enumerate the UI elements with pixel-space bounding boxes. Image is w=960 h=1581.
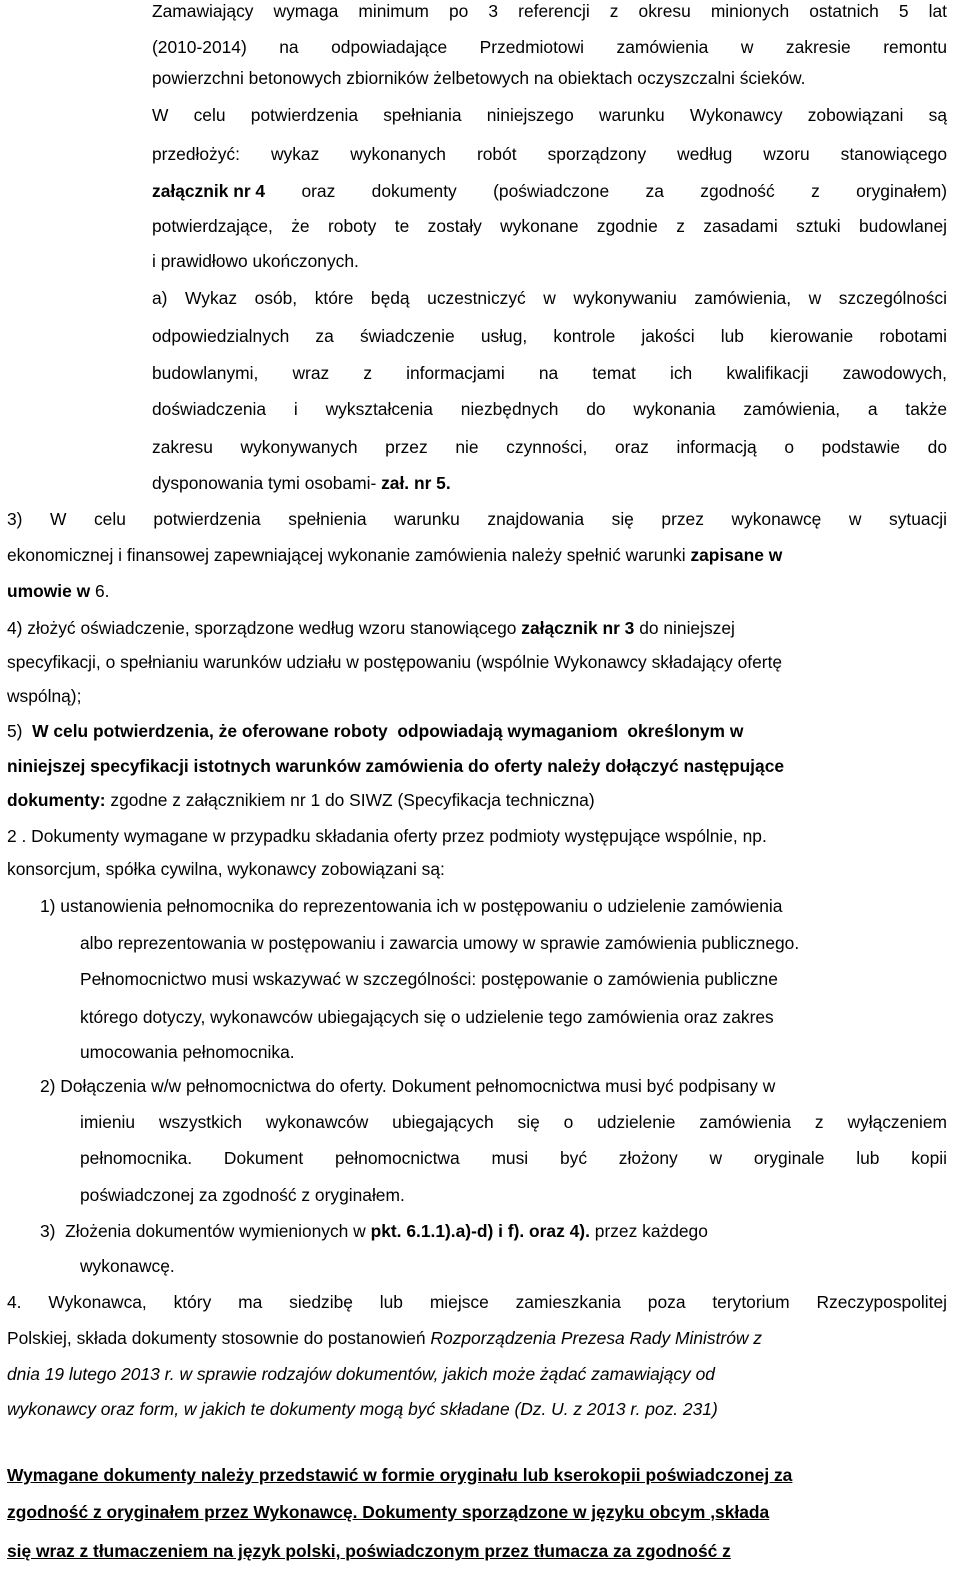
text-span: ekonomicznej i finansowej zapewniającej wykonanie zamówienia należy spełnić warunki	[7, 545, 691, 565]
italic-span: dnia 19 lutego 2013 r.	[7, 1364, 175, 1384]
text-line: specyfikacji, o spełnianiu warunków udziału w postępowaniu (wspólnie Wykonawcy składający ofertę	[7, 652, 783, 672]
text-line	[7, 789, 595, 811]
annex-ref: załącznik nr 4	[152, 181, 266, 201]
text-line: wykonawcy oraz form, w jakich te dokumenty mogą być składane (Dz. U. z 2013 r. poz. 231)	[7, 1399, 718, 1419]
text-line: którego dotyczy, wykonawców ubiegających się o udzielenie tego zamówienia oraz zakres	[80, 1007, 774, 1027]
italic-span: w sprawie rodzajów dokumentów, jakich może żądać zamawiający od	[174, 1364, 715, 1384]
bold-span: W celu potwierdzenia, że oferowane roboty odpowiadają wymaganiom określonym w	[27, 721, 744, 741]
text-line	[152, 472, 451, 494]
text-line	[7, 1363, 715, 1385]
text-line: poświadczonej za zgodność z oryginałem.	[80, 1185, 405, 1205]
text-line	[152, 180, 947, 202]
text-line: W celu potwierdzenia spełniania niniejszego warunku Wykonawcy zobowiązani są	[152, 105, 947, 125]
text-line	[7, 580, 109, 602]
text-line: imieniu wszystkich wykonawców ubiegających się o udzielenie zamówienia z wyłączeniem	[80, 1112, 947, 1132]
text-line: doświadczenia i wykształcenia niezbędnych do wykonania zamówienia, a także	[152, 399, 947, 419]
text-line: konsorcjum, spółka cywilna, wykonawcy zobowiązani są:	[7, 859, 445, 879]
text-line: odpowiedzialnych za świadczenie usług, kontrole jakości lub kierowanie robotami	[152, 326, 947, 346]
text-span: dysponowania tymi osobami-	[152, 473, 382, 493]
bold-span: dokumenty:	[7, 790, 106, 810]
text-line: 2) Dołączenia w/w pełnomocnictwa do oferty. Dokument pełnomocnictwa musi być podpisany w	[40, 1076, 776, 1096]
text-span: 4) złożyć oświadczenie, sporządzone według wzoru stanowiącego	[7, 618, 522, 638]
text-line: (2010-2014) na odpowiadające Przedmiotowi zamówienia w zakresie remontu	[152, 37, 947, 57]
text-line: umocowania pełnomocnika.	[80, 1042, 295, 1062]
text-line: budowlanymi, wraz z informacjami na temat ich kwalifikacji zawodowych,	[152, 363, 947, 383]
text-line: 2 . Dokumenty wymagane w przypadku składania oferty przez podmioty występujące wspólnie, np.	[7, 826, 767, 846]
text-line: zakresu wykonywanych przez nie czynności, oraz informacją o podstawie do	[152, 437, 947, 457]
text-span: Polskiej, składa dokumenty stosownie do postanowień	[7, 1328, 431, 1348]
text-span: oraz dokumenty (poświadczone za zgodność z oryginałem)	[265, 181, 947, 201]
bold-span: pkt. 6.1.1).a)-d) i f). oraz 4).	[370, 1221, 590, 1241]
text-line: Wymagane dokumenty należy przedstawić w formie oryginału lub kserokopii poświadczonej za	[7, 1465, 793, 1485]
bold-span: zapisane w	[690, 545, 783, 565]
text-line: Zamawiający wymaga minimum po 3 referencji z okresu minionych ostatnich 5 lat	[152, 1, 947, 21]
text-line: się wraz z tłumaczeniem na język polski, poświadczonym przez tłumacza za zgodność z	[7, 1541, 731, 1561]
text-line: i prawidłowo ukończonych.	[152, 251, 359, 271]
text-line: przedłożyć: wykaz wykonanych robót sporządzony według wzoru stanowiącego	[152, 144, 947, 164]
text-span: 3) Złożenia dokumentów wymienionych w	[40, 1221, 371, 1241]
text-line: 4. Wykonawca, który ma siedzibę lub miejsce zamieszkania poza terytorium Rzeczypospolitej	[7, 1292, 947, 1312]
bold-span: umowie w	[7, 581, 95, 601]
text-line: potwierdzające, że roboty te zostały wykonane zgodnie z zasadami sztuki budowlanej	[152, 216, 947, 236]
text-line: albo reprezentowania w postępowaniu i zawarcia umowy w sprawie zamówienia publicznego.	[80, 933, 800, 953]
text-line: zgodność z oryginałem przez Wykonawcę. Dokumenty sporządzone w języku obcym ,składa	[7, 1502, 770, 1522]
text-line	[7, 1327, 762, 1349]
annex-ref: załącznik nr 3	[521, 618, 635, 638]
text-span: 5)	[7, 721, 28, 741]
text-line: 3) W celu potwierdzenia spełnienia warunku znajdowania się przez wykonawcę w sytuacji	[7, 509, 947, 529]
text-span: zgodne z załącznikiem nr 1 do SIWZ (Specyfikacja techniczna)	[105, 790, 595, 810]
text-line: powierzchni betonowych zbiorników żelbetowych na obiektach oczyszczalni ścieków.	[152, 68, 806, 88]
italic-span: Rozporządzenia Prezesa Rady Ministrów z	[430, 1328, 762, 1348]
annex-ref: zał. nr 5.	[381, 473, 451, 493]
text-line	[40, 1220, 708, 1242]
text-line: Pełnomocnictwo musi wskazywać w szczególności: postępowanie o zamówienia publiczne	[80, 969, 778, 989]
text-line: a) Wykaz osób, które będą uczestniczyć w wykonywaniu zamówienia, w szczególności	[152, 288, 947, 308]
text-line: niniejszej specyfikacji istotnych warunków zamówienia do oferty należy dołączyć następujące	[7, 756, 785, 776]
text-line: pełnomocnika. Dokument pełnomocnictwa musi być złożony w oryginale lub kopii	[80, 1148, 947, 1168]
text-line: wspólną);	[7, 686, 82, 706]
text-span: 6.	[94, 581, 110, 601]
text-span: przez każdego	[589, 1221, 708, 1241]
text-line	[7, 617, 735, 639]
text-line	[7, 544, 782, 566]
text-line	[7, 720, 743, 742]
text-line: wykonawcę.	[80, 1256, 175, 1276]
text-line: 1) ustanowienia pełnomocnika do reprezentowania ich w postępowaniu o udzielenie zamówienia	[40, 896, 783, 916]
text-span: do niniejszej	[634, 618, 735, 638]
